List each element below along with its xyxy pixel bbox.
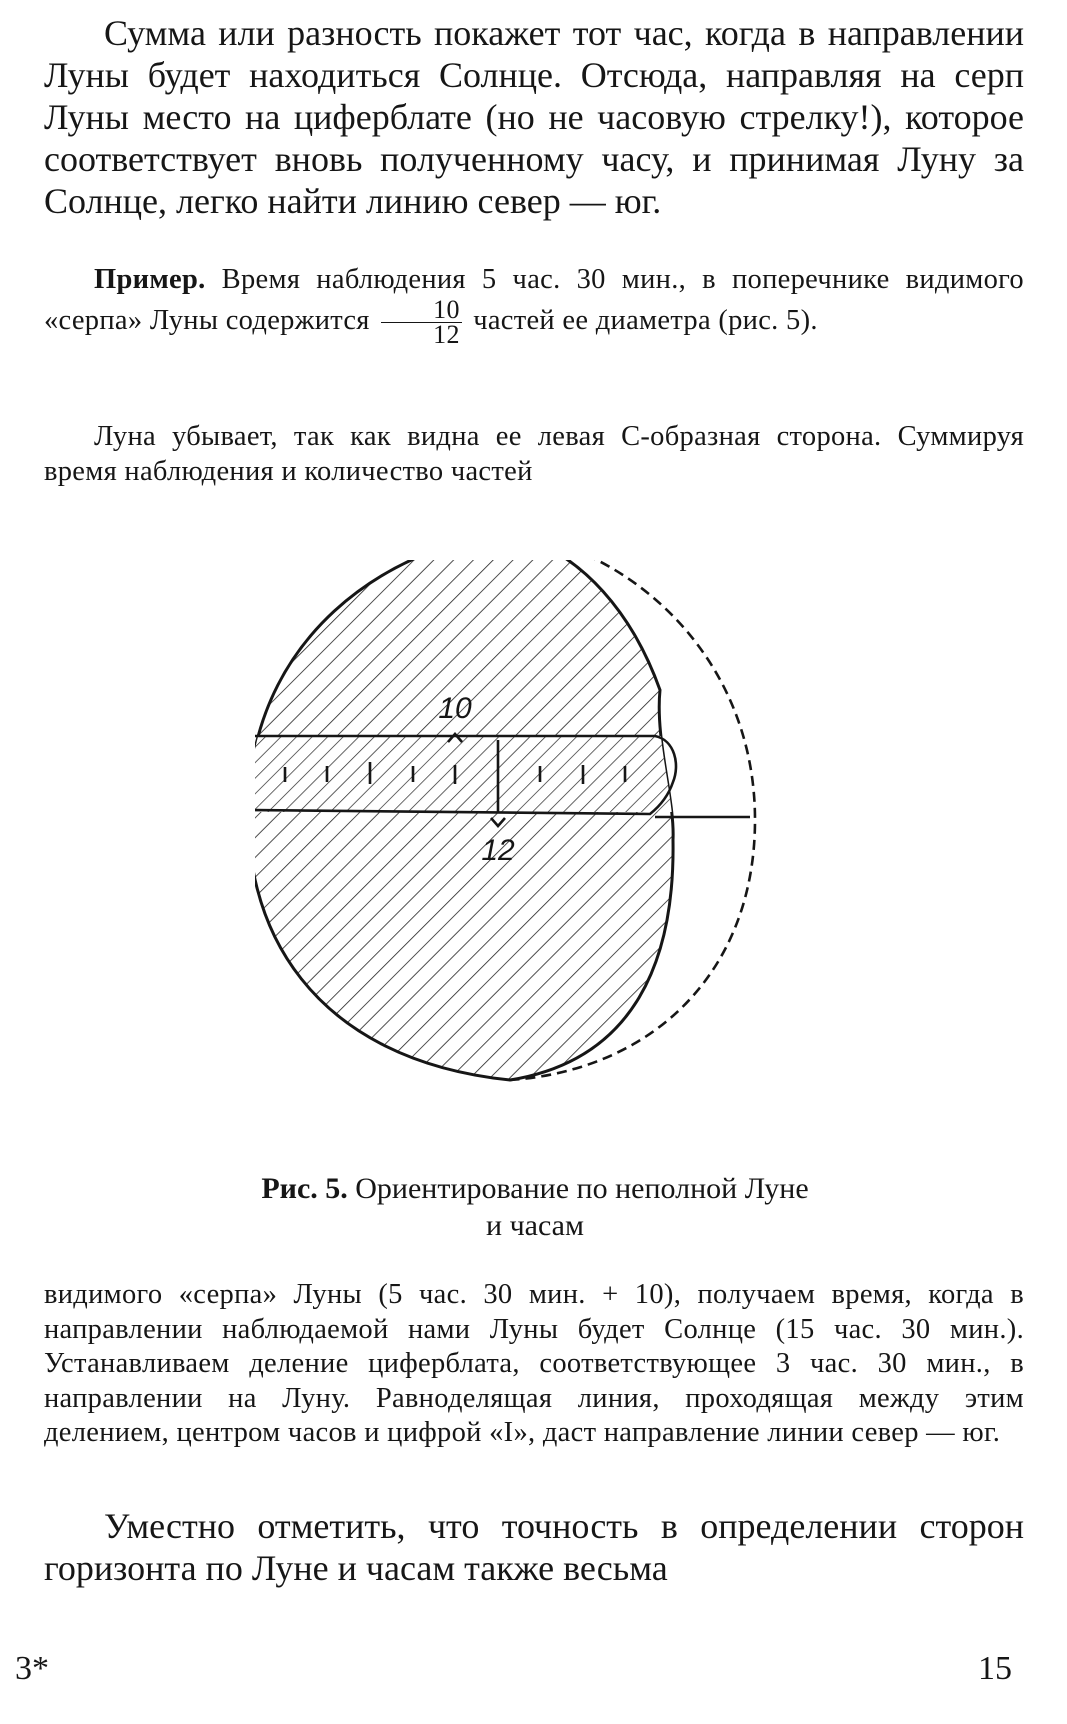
label-12: 12 (481, 834, 515, 867)
figure-caption-text: Ориентирование по неполной Луне и часам (355, 1172, 809, 1242)
paragraph-4: видимого «серпа» Луны (5 час. 30 мин. + 10), получаем время, когда в направлении наблюдаемой нами Луны будет Солнце (15 час. 30 мин.). Устанавливаем деление циферблата, соответствующее 3 час. 30 мин., в направлении на Луну. Равноделящая линия, проходящая между этим делением, центром часов и цифрой «I», даст направление линии север — юг. (44, 1279, 1024, 1448)
moon-hatched-disk-icon (255, 560, 673, 1080)
example-paragraph (44, 263, 1024, 347)
fraction (381, 294, 462, 349)
paragraph-3: Луна убывает, так как видна ее левая С-образная сторона. Суммируя время наблюдения и количество частей (44, 421, 1024, 487)
fraction-denominator: 12 (433, 319, 460, 349)
paragraph-5: Уместно отметить, что точность в определении сторон горизонта по Луне и часам также весьма (44, 1506, 1024, 1588)
signature-mark: 3* (15, 1650, 49, 1687)
paragraph-1: Сумма или разность покажет тот час, когда в направлении Луны будет находиться Солнце. Отсюда, направляя на серп Луны место на циферблате (но не часовую стрелку!), которое соответствует вновь полученному часу, и принимая Луну за Солнце, легко найти линию север — юг. (44, 13, 1024, 221)
example-text-before: Время наблюдения 5 час. 30 мин., в поперечнике видимого «серпа» Луны содержится (44, 264, 1024, 336)
moon-clock-figure (255, 560, 855, 1160)
page-number: 15 (978, 1650, 1012, 1687)
label-10: 10 (438, 692, 472, 725)
figure-caption (250, 1170, 820, 1244)
fraction-numerator: 10 (381, 298, 462, 323)
example-text-after: частей ее диаметра (рис. 5). (473, 304, 818, 336)
example-label: Пример. (94, 264, 206, 295)
figure-caption-label: Рис. 5. (261, 1172, 348, 1205)
